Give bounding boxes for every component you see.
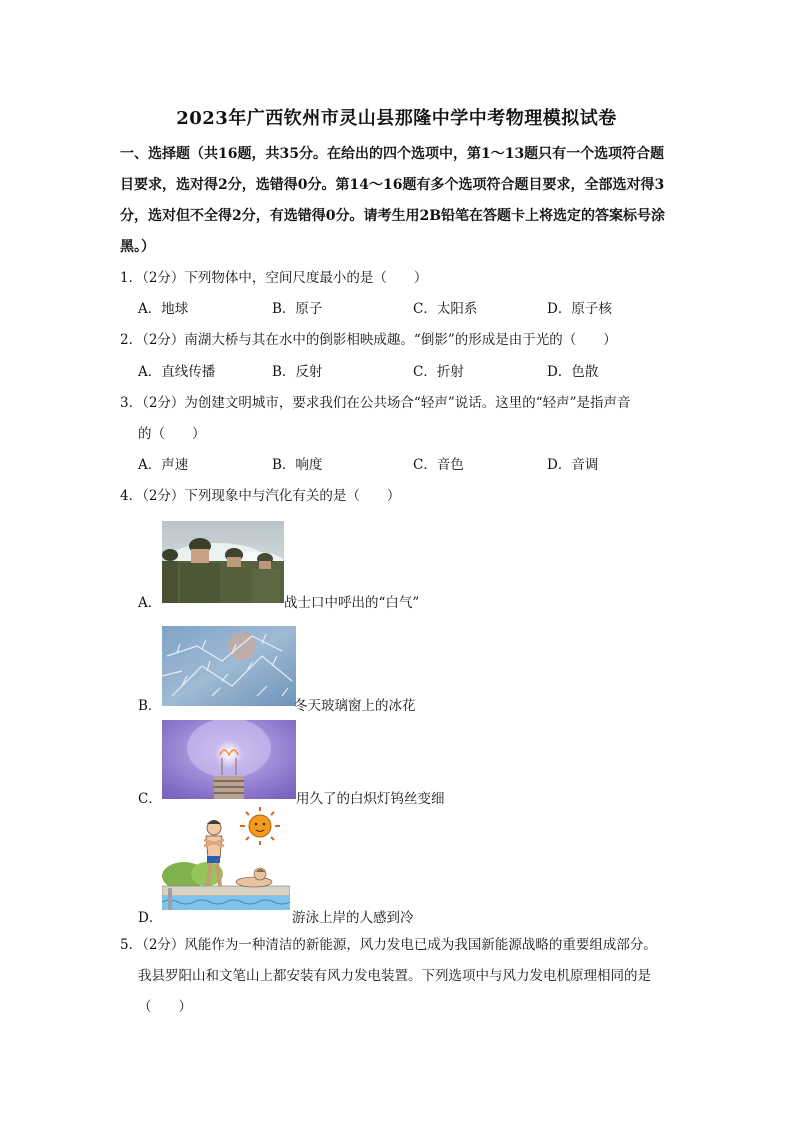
section-instructions-line-1: 一、选择题（共16题，共35分。在给出的四个选项中，第1～13题只有一个选项符合题	[120, 146, 665, 162]
page-title: 2023年广西钦州市灵山县那隆中学中考物理模拟试卷	[176, 108, 617, 129]
option-b: B．响度	[272, 457, 323, 473]
question-5-stem-cont-2: （ ）	[138, 999, 192, 1015]
question-2-stem: 2．（2分）南湖大桥与其在水中的倒影相映成趣。“倒影”的形成是由于光的（ ）	[120, 332, 617, 348]
option-a-letter: A．	[138, 595, 162, 611]
option-d-caption: 游泳上岸的人感到冷	[292, 910, 414, 926]
option-c: C．太阳系	[413, 301, 478, 317]
option-a: A．直线传播	[138, 364, 216, 380]
question-3-stem: 3．（2分）为创建文明城市，要求我们在公共场合“轻声”说话。这里的“轻声”是指声音	[120, 395, 631, 411]
section-instructions-line-2: 目要求，选对得2分，选错得0分。第14～16题有多个选项符合题目要求，全部选对得3	[120, 177, 665, 193]
option-b: B．反射	[272, 364, 323, 380]
option-c: C．折射	[413, 364, 464, 380]
option-d-letter: D．	[138, 910, 163, 926]
question-1-stem: 1．（2分）下列物体中，空间尺度最小的是（ ）	[120, 270, 428, 286]
option-a: A．声速	[138, 457, 189, 473]
option-b-letter: B．	[138, 698, 162, 714]
question-4-stem: 4．（2分）下列现象中与汽化有关的是（ ）	[120, 488, 401, 504]
option-c-caption: 用久了的白炽灯钨丝变细	[296, 791, 445, 807]
option-a: A．地球	[138, 301, 189, 317]
window-frost-image	[162, 626, 296, 706]
option-d: D．音调	[547, 457, 599, 473]
question-5-stem-cont: 我县罗阳山和文笔山上都安装有风力发电装置。下列选项中与风力发电机原理相同的是	[138, 968, 651, 984]
option-d: D．色散	[547, 364, 599, 380]
option-a-caption: 战士口中呼出的“白气”	[284, 595, 420, 611]
section-instructions-line-3: 分，选对但不全得2分，有选错得0分。请考生用2B铅笔在答题卡上将选定的答案标号涂	[120, 208, 666, 224]
soldiers-breath-image	[162, 521, 284, 603]
option-b-caption: 冬天玻璃窗上的冰花	[294, 698, 416, 714]
question-3-stem-cont: 的（ ）	[138, 426, 206, 442]
option-d: D．原子核	[547, 301, 612, 317]
section-instructions-line-4: 黑。）	[120, 239, 155, 255]
option-c-letter: C．	[138, 791, 162, 807]
light-bulb-image	[162, 720, 296, 799]
question-5-stem: 5．（2分）风能作为一种清洁的新能源，风力发电已成为我国新能源战略的重要组成部分。	[120, 937, 657, 953]
option-c: C．音色	[413, 457, 464, 473]
swimmer-cartoon-image	[162, 806, 290, 918]
option-b: B．原子	[272, 301, 323, 317]
